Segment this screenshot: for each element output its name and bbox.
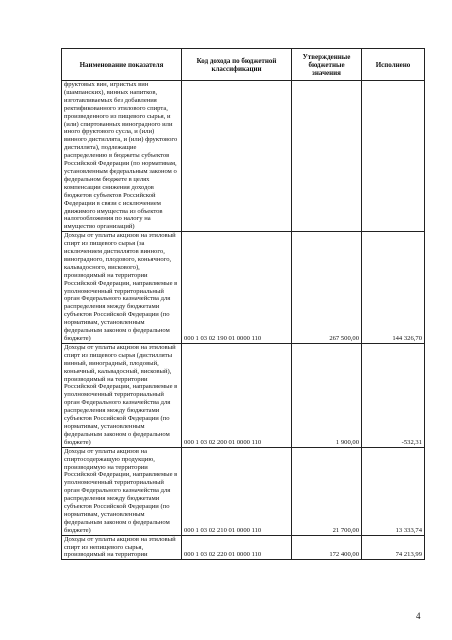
indicator-name-line: иного фруктового сусла, и (или) (64, 128, 155, 136)
indicator-name-line: нормативам, установленным (64, 422, 145, 430)
budget-revenue-table (61, 48, 425, 560)
indicator-name-cell (62, 535, 182, 560)
indicator-name-line: распределению в бюджеты субъектов (64, 152, 170, 160)
indicator-name-line: спирт из непищевого сырья, (64, 543, 144, 551)
indicator-name-line: Российской Федерации, направляемые в (64, 471, 178, 479)
executed-value-cell: -532,31 (362, 343, 425, 447)
executed-value-cell: 13 333,74 (362, 447, 425, 535)
header-revenue-code: Код дохода по бюджетной классификации (182, 49, 292, 81)
indicator-name-line: компенсации снижения доходов (64, 183, 154, 191)
indicator-name-line: бюджете) (64, 438, 91, 446)
revenue-code-cell (182, 81, 292, 232)
executed-value-cell: 144 326,70 (362, 232, 425, 344)
indicator-name-line: бюджете) (64, 526, 91, 534)
table-row (62, 343, 425, 447)
indicator-name-line: спиртосодержащую продукцию, (64, 455, 155, 463)
indicator-name-cell (62, 447, 182, 535)
indicator-name-line: нормативам, установленным (64, 319, 145, 327)
indicator-name-line: орган Федерального казначейства для (64, 487, 171, 495)
indicator-name-line: Российской Федерации, направляемые в (64, 383, 178, 391)
table-header-row (62, 49, 425, 81)
table-row (62, 535, 425, 560)
indicator-name-line: федеральным законом о федеральном (64, 518, 170, 526)
approved-value-cell: 1 900,00 (292, 343, 362, 447)
approved-value-cell: 267 500,00 (292, 232, 362, 344)
indicator-name-line: орган Федерального казначейства для (64, 295, 171, 303)
indicator-name-line: уполномоченный территориальный (64, 287, 164, 295)
indicator-name-cell (62, 81, 182, 232)
indicator-name-line: спирт из пищевого сырья (за (64, 240, 145, 248)
revenue-code-cell: 000 1 03 02 210 01 0000 110 (182, 447, 292, 535)
indicator-name-line: федеральным законом о федеральном (64, 430, 170, 438)
indicator-name-line: спирт из пищевого сырья (дистилляты (64, 351, 173, 359)
indicator-name-cell (62, 232, 182, 344)
indicator-name-line: уполномоченный территориальный (64, 479, 164, 487)
indicator-name-line: бюджетов субъектов Российской (64, 191, 156, 199)
indicator-name-line: уполномоченный территориальный (64, 391, 164, 399)
page-number: 4 (416, 611, 421, 621)
indicator-name-line: субъектов Российской Федерации (по (64, 415, 170, 423)
approved-value-cell: 172 400,00 (292, 535, 362, 560)
revenue-code-cell: 000 1 03 02 200 01 0000 110 (182, 343, 292, 447)
indicator-name-line: виноградного, плодового, коньячного, (64, 255, 172, 263)
indicator-name-line: распределения между бюджетами (64, 303, 160, 311)
indicator-name-line: субъектов Российской Федерации (по (64, 311, 170, 319)
indicator-name-line: орган Федерального казначейства для (64, 399, 171, 407)
indicator-name-line: производимую на территории (64, 463, 148, 471)
indicator-name-line: изготавливаемых без добавления (64, 96, 157, 104)
indicator-name-line: фруктовых вин, игристых вин (64, 81, 149, 88)
indicator-name-line: Доходы от уплаты акцизов на этиловый (64, 343, 176, 351)
indicator-name-line: Российской Федерации (по нормативам, (64, 160, 177, 168)
indicator-name-line: Российской Федерации, направляемые в (64, 279, 178, 287)
table-row (62, 232, 425, 344)
table-row (62, 447, 425, 535)
indicator-name-line: произведенного из пищевого сырья, и (64, 112, 171, 120)
approved-value-cell (292, 81, 362, 232)
indicator-name-line: дистиллята), подлежащие (64, 144, 137, 152)
indicator-name-line: исключением дистиллятов винного, (64, 248, 165, 256)
indicator-name-line: производимый на территории (64, 551, 148, 559)
indicator-name-line: кальвадосного, вискового), (64, 263, 140, 271)
indicator-name-line: установленным федеральным законом о (64, 167, 177, 175)
header-indicator-name: Наименование показателя (62, 49, 182, 81)
indicator-name-line: винного дистиллята, и (или) фруктового (64, 136, 178, 144)
indicator-name-line: Доходы от уплаты акцизов на (64, 447, 148, 455)
header-executed: Исполнено (362, 49, 425, 81)
indicator-name-line: распределения между бюджетами (64, 407, 160, 415)
indicator-name-cell (62, 343, 182, 447)
executed-value-cell (362, 81, 425, 232)
indicator-name-line: Доходы от уплаты акцизов на этиловый (64, 232, 176, 240)
table-row (62, 81, 425, 232)
indicator-name-line: винный, виноградный, плодовый, (64, 359, 159, 367)
indicator-name-line: движимого имущества из объектов (64, 207, 163, 215)
indicator-name-line: нормативам, установленным (64, 510, 145, 518)
executed-value-cell: 74 213,99 (362, 535, 425, 560)
indicator-name-line: имущество организаций) (64, 223, 135, 231)
indicator-name-line: федеральным законом о федеральном (64, 327, 170, 335)
approved-value-cell: 21 700,00 (292, 447, 362, 535)
indicator-name-line: (шампанских), винных напитков, (64, 88, 158, 96)
indicator-name-line: налогообложения по налогу на (64, 215, 151, 223)
indicator-name-line: (или) спиртованных виноградного или (64, 120, 173, 128)
indicator-name-line: Федерации в связи с исключением (64, 199, 161, 207)
indicator-name-line: распределения между бюджетами (64, 495, 160, 503)
indicator-name-line: бюджете) (64, 335, 91, 342)
revenue-code-cell: 000 1 03 02 190 01 0000 110 (182, 232, 292, 344)
indicator-name-line: коньячный, кальвадосный, висковый), (64, 367, 172, 375)
indicator-name-line: производимый на территории (64, 375, 148, 383)
table-body (62, 81, 425, 560)
indicator-name-line: ректификованного этилового спирта, (64, 104, 168, 112)
indicator-name-line: Доходы от уплаты акцизов на этиловый (64, 535, 176, 543)
revenue-code-cell: 000 1 03 02 220 01 0000 110 (182, 535, 292, 560)
indicator-name-line: субъектов Российской Федерации (по (64, 503, 170, 511)
indicator-name-line: производимый на территории (64, 271, 148, 279)
indicator-name-line: федеральном бюджете в целях (64, 175, 150, 183)
header-approved-values: Утвержденные бюджетные значения (292, 49, 362, 81)
